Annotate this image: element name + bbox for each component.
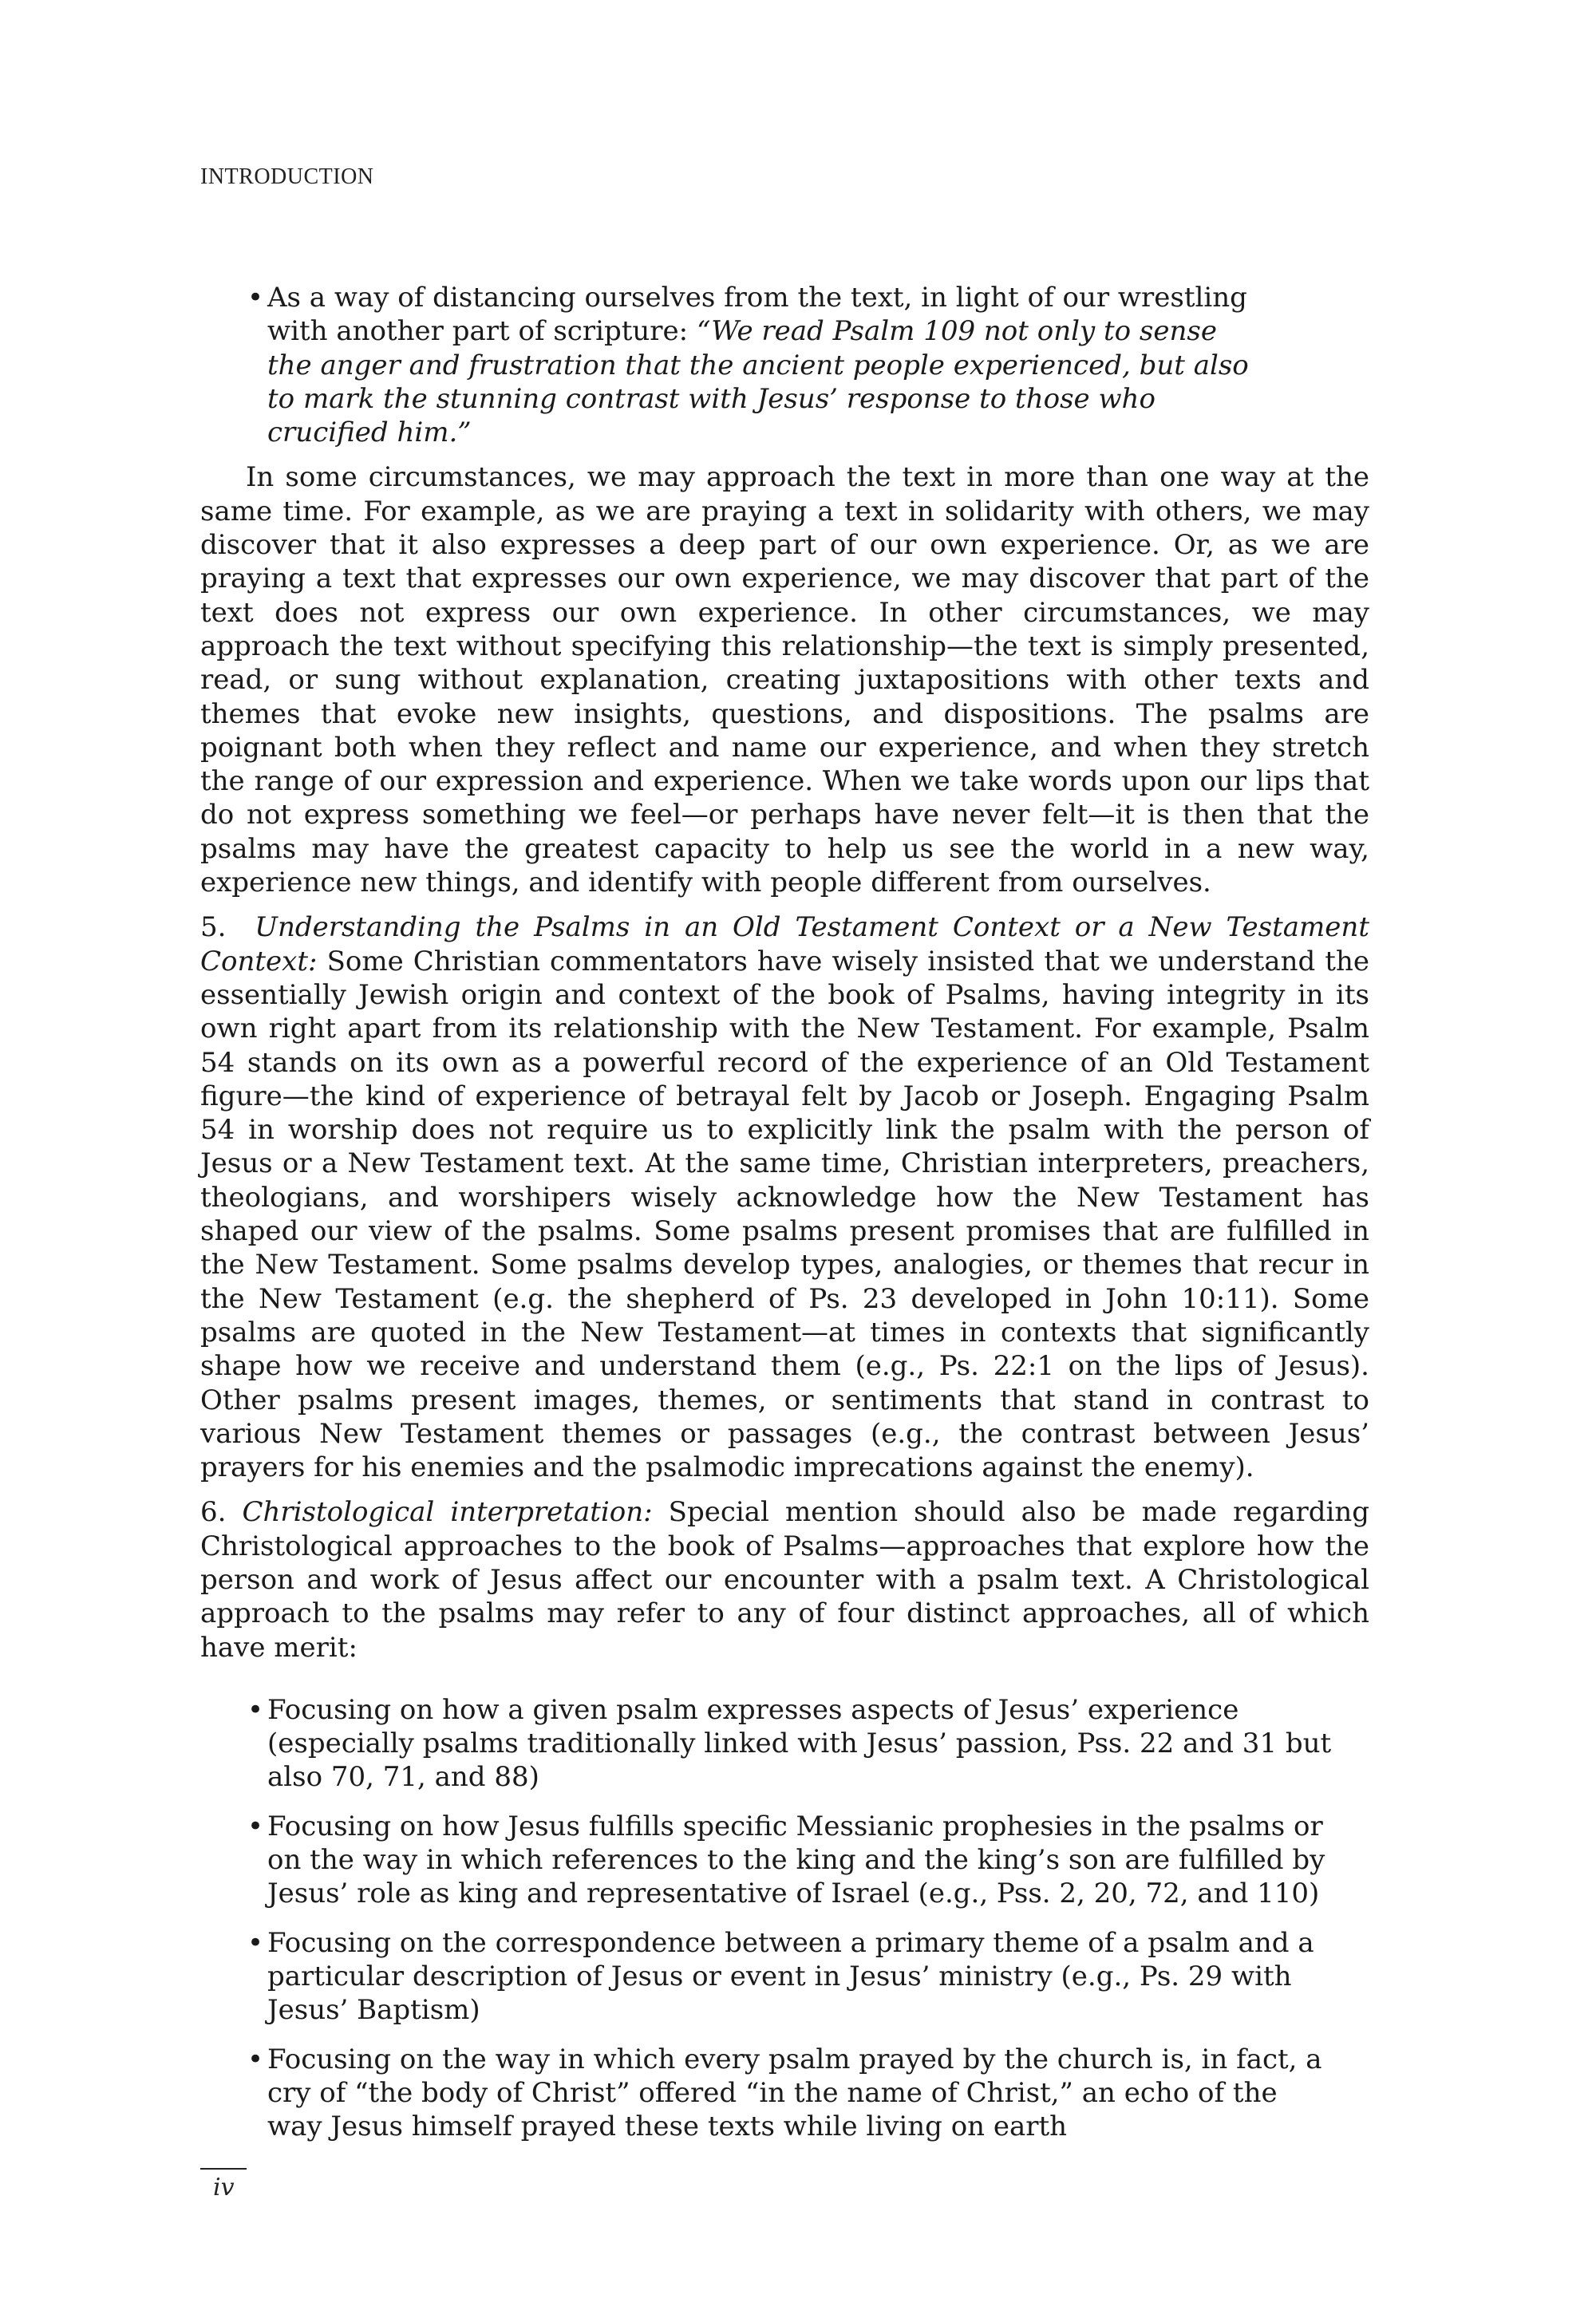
bullet-quote-text: “We read Psalm 109 not only to sense the anger and frustration that the ancient people experienced, but also to mark the stunning contrast with Jesus’ response to those who crucified him.” xyxy=(267,315,1249,449)
bullet-list-top xyxy=(200,281,1333,449)
folio-rule xyxy=(200,2168,247,2170)
bullet-icon: • xyxy=(247,2043,264,2075)
list-item xyxy=(200,1810,1333,1911)
paragraph-circumstances: In some circumstances, we may approach the text in more than one way at the same time. For example, as we are praying a text in solidarity with others, we may discover that it also expresses a deep part of our own experience. Or, as we are praying a text that expresses our own experience, we may discover that part of the text does not express our own experience. In other circumstances, we may approach the text without specifying this relationship—the text is simply presented, read, or sung without explanation, creating juxtapositions with other texts and themes that evoke new insights, questions, and dispositions. The psalms are poignant both when they reflect and name our experience, and when they stretch the range of our expression and experience. When we take words upon our lips that do not express something we feel—or perhaps have never felt—it is then that the psalms may have the greatest capacity to help us see the world in a new way, experience new things, and identify with people different from ourselves. xyxy=(200,461,1369,899)
section-body: Special mention should also be made regarding Christological approaches to the book of Psalms—approaches that explore how the person and work of Jesus affect our encounter with a psalm text. A Christological approach to the psalms may refer to any of four distinct approaches, all of which have merit: xyxy=(200,1496,1370,1664)
paragraph-christological xyxy=(200,1495,1369,1664)
bullet-icon: • xyxy=(247,1693,264,1726)
list-item-text: Focusing on the correspondence between a primary theme of a psalm and a particular description of Jesus or event in Jesus’ ministry (e.g., Ps. 29 with Jesus’ Baptism) xyxy=(267,1926,1314,2027)
section-heading: Understanding the Psalms in an Old Testament Context or a New Testament Context: xyxy=(200,911,1369,977)
page-number: iv xyxy=(213,2174,235,2201)
list-item-text: Focusing on the way in which every psalm prayed by the church is, in fact, a cry of “the body of Christ” offered “in the name of Christ,” an echo of the way Jesus himself prayed these texts while living on earth xyxy=(267,2043,1322,2143)
section-heading: Christological interpretation: xyxy=(242,1496,653,1529)
bullet-icon: • xyxy=(247,282,264,314)
list-item xyxy=(200,1693,1333,1795)
bullet-lead-text: As a way of distancing ourselves from the text, in light of our wrestling with another part of scripture: xyxy=(267,282,1247,348)
list-item-text: Focusing on how Jesus fulfills specific Messianic prophesies in the psalms or on the way in which references to the king and the king’s son are fulfilled by Jesus’ role as king and representative of Israel (e.g., Pss. 2, 20, 72, and 110) xyxy=(267,1810,1325,1910)
paragraph-old-new-testament xyxy=(200,910,1369,1484)
section-body: Some Christian commentators have wisely insisted that we understand the essentially Jewish origin and context of the book of Psalms, having integrity in its own right apart from its relationship with the New Testament. For example, Psalm 54 stands on its own as a powerful record of the experience of an Old Testament figure—the kind of experience of betrayal felt by Jacob or Joseph. Engaging Psalm 54 in worship does not require us to explicitly link the psalm with the person of Jesus or a New Testament text. At the same time, Christian interpreters, preachers, theologians, and worshipers wisely acknowledge how the New Testament has shaped our view of the psalms. Some psalms present promises that are fulfilled in the New Testament. Some psalms develop types, analogies, or themes that recur in the New Testament (e.g. the shepherd of Ps. 23 developed in John 10:11). Some psalms are quoted in the New Testament—at times in contexts that significantly shape how we receive and understand them (e.g., Ps. 22:1 on the lips of Jesus). Other psalms present images, themes, or sentiments that stand in contrast to various New Testament themes or passages (e.g., the contrast between Jesus’ prayers for his enemies and the psalmodic imprecations against the enemy). xyxy=(200,945,1369,1484)
section-number: 6. xyxy=(200,1496,227,1529)
list-item xyxy=(200,1926,1333,2028)
bullet-icon: • xyxy=(247,1810,264,1842)
bullet-icon: • xyxy=(247,1926,264,1959)
section-number: 5. xyxy=(200,911,227,944)
bullet-list-approaches xyxy=(200,1693,1333,2144)
list-item xyxy=(200,2043,1333,2144)
list-item xyxy=(200,281,1333,449)
list-item-text: Focusing on how a given psalm expresses aspects of Jesus’ experience (especially psalms traditionally linked with Jesus’ passion, Pss. 22 and 31 but also 70, 71, and 88) xyxy=(267,1693,1332,1794)
page-body xyxy=(200,281,1369,2143)
running-head: INTRODUCTION xyxy=(200,164,374,189)
